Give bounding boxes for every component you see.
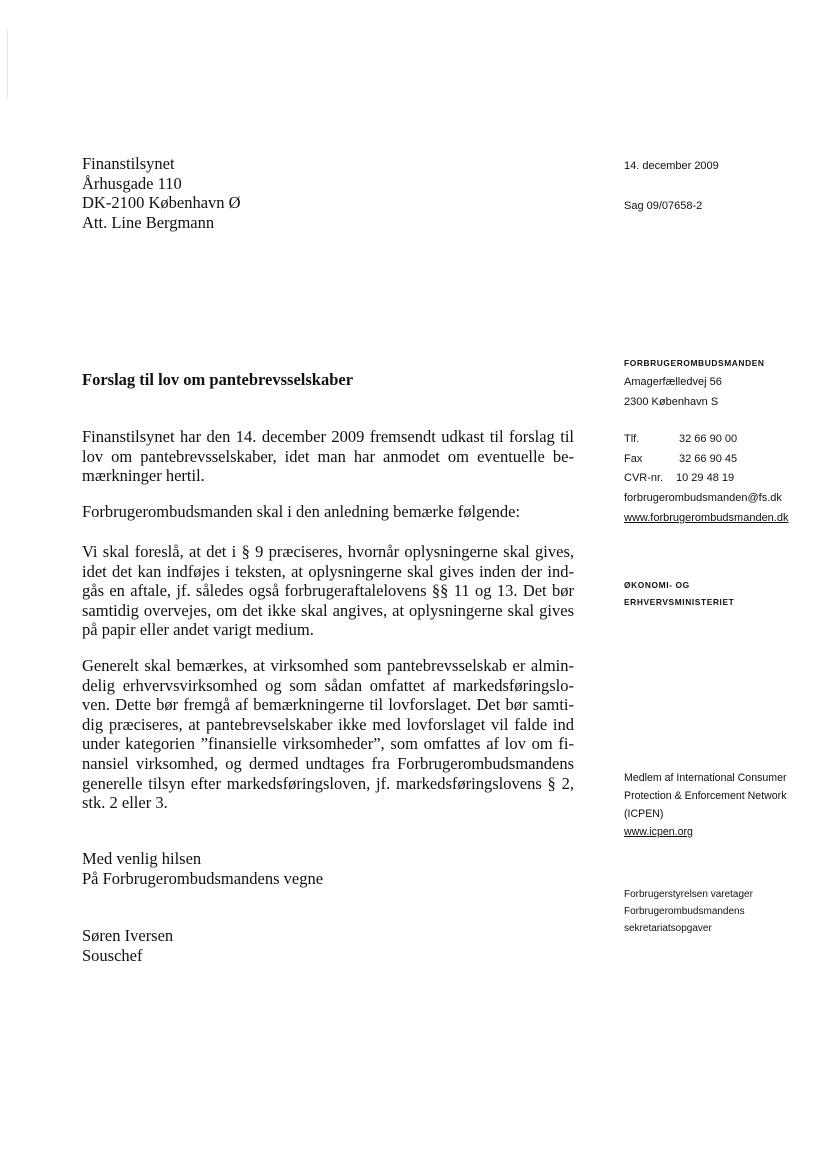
body-paragraph-1: [82, 427, 574, 486]
sender-contact: [624, 430, 788, 529]
text-line: På Forbrugerombudsmandens vegne: [82, 868, 324, 888]
body-paragraph-2: [82, 502, 574, 522]
fax-label: Fax: [624, 452, 643, 465]
cvr-label: CVR-nr.: [624, 472, 664, 485]
text-line: dig præciseres, at pantebrevselskaber ikke med lovforslaget vil falde ind: [82, 714, 574, 734]
recipient-line: DK-2100 København Ø: [82, 193, 241, 213]
cvr-value: 10 29 48 19: [676, 472, 735, 485]
text-line: nansiel virksomhed, og dermed undtages fra Forbrugerombudsmandens: [82, 753, 574, 773]
signer-name: Søren Iversen: [82, 926, 174, 945]
text-line: lov om pantebrevsselskaber, idet man har anmodet om eventuelle be-: [82, 446, 574, 466]
body-paragraph-4: [82, 656, 574, 813]
phone-value: 32 66 90 00: [679, 433, 738, 445]
icpen-membership: [624, 769, 787, 841]
letter-subject: Forslag til lov om pantebrevsselskaber: [82, 370, 354, 389]
text-line: generelle tilsyn efter markedsføringsloven, jf. markedsføringslovens § 2,: [82, 773, 574, 793]
text-line: idet det kan indføjes i teksten, at oplysningerne skal gives inden der ind-: [82, 561, 574, 581]
text-line: Med venlig hilsen: [82, 849, 202, 868]
text-line: samtidig overvejes, om det ikke skal angives, at oplysningerne skal gives: [82, 600, 574, 620]
signer-block: [82, 926, 173, 965]
text-line: (ICPEN): [624, 808, 664, 820]
secretariat-note: [624, 886, 753, 937]
ministry-line: ERHVERVSMINISTERIET: [624, 596, 735, 607]
phone-row: [624, 430, 788, 450]
text-line: Medlem af International Consumer: [624, 772, 787, 784]
fax-row: [624, 450, 788, 470]
text-line: Generelt skal bemærkes, at virksomhed som pantebrevsselskab er almin-: [82, 656, 574, 675]
recipient-line: Finanstilsynet: [82, 154, 175, 173]
text-line: Forbrugerstyrelsen varetager: [624, 889, 753, 900]
text-line: stk. 2 eller 3.: [82, 793, 168, 813]
phone-label: Tlf.: [624, 433, 640, 445]
sender-street: Amagerfælledvej 56: [624, 376, 722, 388]
text-line: på papir eller andet varigt medium.: [82, 620, 314, 640]
icpen-website-link[interactable]: www.icpen.org: [624, 826, 693, 838]
closing-greeting: [82, 849, 323, 888]
text-line: Finanstilsynet har den 14. december 2009 fremsendt udkast til forslag til: [82, 427, 574, 446]
sender-name: FORBRUGEROMBUDSMANDEN: [624, 358, 765, 368]
sender-address: [624, 373, 722, 412]
text-line: under kategorien ”finansielle virksomheder”, som omfattes af lov om fi-: [82, 734, 574, 754]
text-line: gås en aftale, jf. således også forbrugeraftalelovens §§ 11 og 13. Det bør: [82, 581, 574, 601]
recipient-address: [82, 154, 241, 232]
text-line: Vi skal foreslå, at det i § 9 præciseres, hvornår oplysningerne skal gives,: [82, 542, 574, 561]
text-line: Forbrugerombudsmandens: [624, 906, 745, 917]
text-line: sekretariatsopgaver: [624, 923, 712, 934]
signer-title: Souschef: [82, 945, 143, 965]
text-line: ven. Dette bør fremgå af bemærkningerne til lovforslaget. Det bør samti-: [82, 695, 574, 715]
sender-website-link[interactable]: www.forbrugerombudsmanden.dk: [624, 511, 789, 524]
sender-city: 2300 København S: [624, 395, 719, 408]
body-paragraph-3: [82, 542, 574, 640]
text-line: Forbrugerombudsmanden skal i den anledning bemærke følgende:: [82, 502, 521, 521]
letter-date: 14. december 2009: [624, 160, 719, 172]
text-line: mærkninger hertil.: [82, 466, 205, 486]
ministry-name: [624, 577, 734, 610]
sender-email: forbrugerombudsmanden@fs.dk: [624, 492, 782, 505]
case-number: Sag 09/07658-2: [624, 200, 703, 212]
recipient-line: Århusgade 110: [82, 173, 182, 193]
ministry-line: ØKONOMI- OG: [624, 580, 690, 590]
recipient-line: Att. Line Bergmann: [82, 212, 215, 232]
fax-value: 32 66 90 45: [679, 452, 738, 465]
text-line: delig erhvervsvirksomhed og som sådan omfattet af markedsføringslo-: [82, 675, 574, 695]
scan-edge-mark: [7, 30, 8, 98]
cvr-row: [624, 469, 788, 489]
text-line: Protection & Enforcement Network: [624, 790, 787, 802]
